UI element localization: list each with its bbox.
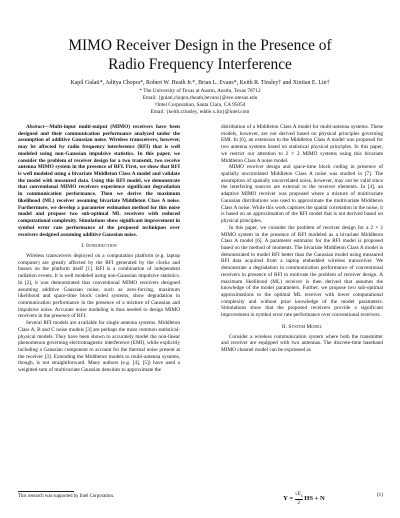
email-ut: Email: {gulati,chopra,rheath,bevans}@ece.utexas.edu — [142, 95, 258, 101]
affiliation-ut: * The University of Texas at Austin, Austin, Texas 78712 — [139, 88, 261, 94]
equation-rhs: HS + N — [302, 495, 325, 503]
paragraph: Consider a wireless communication system where both the transmitter and receiver are equipped with two antennas. The discrete-time baseband MIMO channel model can be expressed as — [221, 333, 383, 353]
equation-frac-den: 2 — [295, 499, 303, 506]
abstract-text: —Multi-input multi-output (MIMO) receivers have been designed and their communication performance analyzed under the assumption of additive Gaussian noise. Wireless transceivers, however, may be affected by radio frequency interference (RFI) that is well modeled using non-Gaussian impulsive statistics. In this paper, we consider the problem of receiver design for a two transmit, two receive antenna MIMO system in the presence of RFI. First, we show that RFI is well modeled using a bivariate Middleton Class A model and validate the model with measured data. Using this RFI model, we demonstrate that conventional MIMO receivers experience significant degradation in communication performance. Then we derive the maximum likelihood (ML) receiver assuming bivariate Middleton Class A noise. Furthermore, we develop a parameter estimation method for this noise model and propose two sub-optimal ML receivers with reduced computational complexity. Simulations show significant improvement in symbol error rate performance of the proposed techniques over receivers designed assuming additive Gaussian noise. — [18, 124, 180, 238]
section-heading-system-model: II. System Model — [281, 323, 323, 330]
paragraph: Wireless transceivers deployed on a computation platform (e.g. laptop computer) are greatly affected by the RFI generated by the clocks and busses on the platform itself [1]. RFI is a combination of independent radiation events. It is well modeled using non-Gaussian impulsive statistics. In [2], it was demonstrated that conventional MIMO receivers designed assuming additive Gaussian noise, such as zero-forcing, maximum likelihood and space-time block coded systems, show degradation in communication performance in the presence of a mixture of Gaussian and impulsive noise. Accurate noise modeling is thus needed to design MIMO receivers in the presence of RFI. — [18, 252, 180, 320]
footnote: This research was supported by Intel Corporation. — [18, 494, 115, 499]
equation-fraction — [295, 491, 303, 506]
author-list: Kapil Gulati*, Aditya Chopra*, Robert W. Heath Jr.*, Brian L. Evans*, Keith R. Tinsley† and Xintian E. Lin† — [70, 80, 330, 86]
email-intel: Email: {keith.r.tinsley, eddie.x.lin}@intel.com — [150, 109, 250, 115]
abstract-label: Abstract — [26, 124, 45, 130]
paragraph: distribution of a Middleton Class A model for multi-antenna systems. These models, however, are not derived based on physical principles governing EMI. In [6], an extension to the Middleton Class A model was proposed for two antenna systems based on statistical physical principles. In this paper, we restrict our attention to 2 × 2 MIMO systems using this bivariate Middleton Class A noise model. — [221, 124, 383, 164]
equation-1 — [221, 491, 383, 507]
footnote-rule — [18, 491, 74, 492]
title-line-2: Radio Frequency Interference — [108, 56, 292, 73]
abstract — [18, 124, 180, 238]
right-column — [221, 124, 383, 354]
paragraph: In this paper, we consider the problem of receiver design for a 2 × 2 MIMO system in the presence of RFI modeled as a bivariate Middleton Class A model [6]. A parameter estimator for the RFI model is proposed based on the method of moments. The bivariate Middleton Class A model is demonstrated to model RFI better than the Gaussian model using measured RFI data acquired from a laptop embedded wireless transceiver. We demonstrate a degradation in communication performance of conventional receivers in presence of RFI to motivate the problem of receiver design. A maximum likelihood (ML) receiver is then derived that assumes the knowledge of the model parameters. Further, we propose two sub-optimal approximations to the optimal ML receiver with lower computational complexity and without prior knowledge of the model parameters. Simulations show that the proposed receivers provide a significant improvement in symbol error rate performance over conventional receivers. — [221, 224, 383, 319]
affiliation-intel: †Intel Corporation, Santa Clara, CA 95054 — [154, 102, 246, 108]
equation-frac-num: $√E_s$ — [294, 491, 303, 499]
paper-title — [20, 36, 380, 74]
title-line-1: MIMO Receiver Design in the Presence of — [68, 37, 332, 54]
paragraph: Several RFI models are available for single antenna systems. Middleton Class A, B and C noise models [3] are perhaps the most common statistical-physical models. They have been shown to accurately model the non-linear phenomenon governing electromagnetic interference (EMI), while explicitly including a Gaussian component to account for the thermal noise present at the receiver [3]. Extending the Middleton models to multi-antenna systems, though, is not straightforward. Many authors (e.g. [4], [5]) have used a weighted sum of multivariate Gaussian densities to approximate the — [18, 320, 180, 374]
paragraph: MIMO receiver design and space-time block coding in presence of spatially uncorrelated Middleton Class A noise was studied in [7]. The assumption of spatially uncorrelated noise, however, may not be valid since the interfering sources are external to the receiver elements. In [4], an adaptive MIMO receiver was proposed where a mixture of multivariate Gaussian distributions was used to approximate the multivariate Middleton Class A noise. While this work captures the spatial correlation in the noise, it is based on an approximation of the RFI model that is not derived based on physical principles. — [221, 164, 383, 225]
left-column — [18, 124, 180, 374]
equation-lhs: Y = — [283, 495, 295, 503]
equation-number: (1) — [376, 492, 383, 498]
equation-body — [239, 491, 369, 506]
section-heading-introduction: I. Introduction — [81, 243, 117, 250]
